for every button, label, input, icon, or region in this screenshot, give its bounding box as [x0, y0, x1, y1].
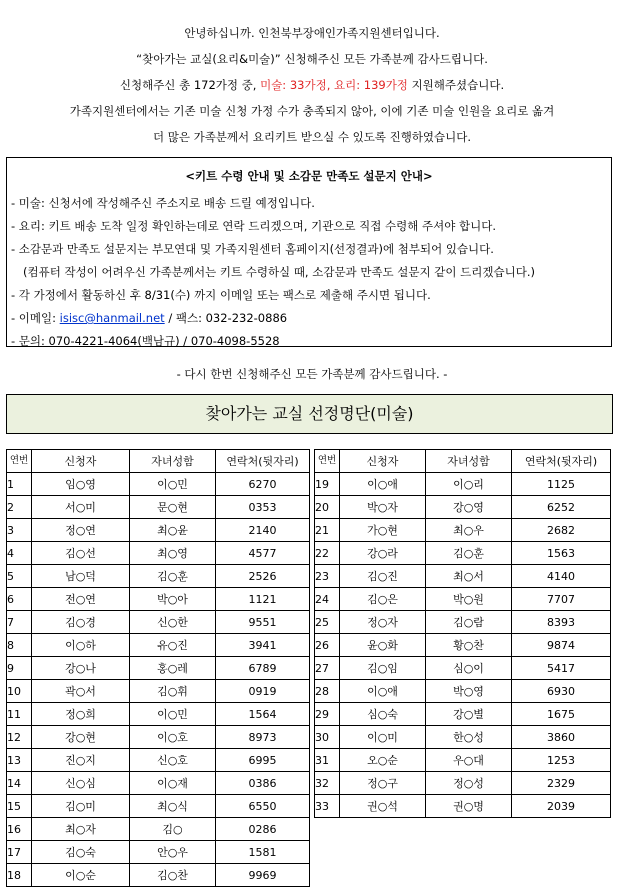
row-number: 21 — [315, 519, 340, 542]
notice-line-survey: - 소감문과 만족도 설문지는 부모연대 및 가족지원센터 홈페이지(선정결과)에 첨부되어 있습니다. — [11, 242, 494, 256]
phone-suffix: 6995 — [216, 749, 310, 772]
phone-suffix: 2526 — [216, 565, 310, 588]
phone-suffix: 9551 — [216, 611, 310, 634]
phone-suffix: 6550 — [216, 795, 310, 818]
count-text: 신청해주신 총 172가정 중, — [119, 78, 261, 92]
row-number: 22 — [315, 542, 340, 565]
child-name: 유○진 — [130, 634, 216, 657]
table-row — [7, 795, 310, 818]
header-no: 연번 — [315, 450, 340, 473]
row-number: 4 — [7, 542, 32, 565]
row-number: 33 — [315, 795, 340, 818]
table-row — [315, 657, 611, 680]
applicant-name: 강○라 — [340, 542, 426, 565]
child-name: 김○찬 — [130, 864, 216, 887]
row-number: 27 — [315, 657, 340, 680]
table-row — [315, 588, 611, 611]
applicant-name: 김○미 — [32, 795, 130, 818]
applicant-name: 가○현 — [340, 519, 426, 542]
table-row — [7, 611, 310, 634]
applicant-name: 정○연 — [32, 519, 130, 542]
child-name: 김○ — [130, 818, 216, 841]
row-number: 17 — [7, 841, 32, 864]
header-no: 연번 — [7, 450, 32, 473]
row-number: 10 — [7, 680, 32, 703]
row-number: 26 — [315, 634, 340, 657]
intro-section — [0, 20, 624, 150]
phone-suffix: 9969 — [216, 864, 310, 887]
row-number: 12 — [7, 726, 32, 749]
closing-thanks: - 다시 한번 신청해주신 모든 가족분께 감사드립니다. - — [176, 367, 448, 381]
table-row — [7, 772, 310, 795]
email-link[interactable]: isisc@hanmail.net — [59, 311, 165, 325]
table-row — [315, 749, 611, 772]
applicant-name: 최○자 — [32, 818, 130, 841]
table-row — [315, 795, 611, 818]
applicant-name: 오○순 — [340, 749, 426, 772]
table-row — [315, 496, 611, 519]
notice-lines — [7, 192, 611, 353]
child-name: 김○람 — [426, 611, 512, 634]
phone-suffix: 3860 — [512, 726, 611, 749]
row-number: 19 — [315, 473, 340, 496]
table-row — [7, 496, 310, 519]
header-child: 자녀성함 — [130, 450, 216, 473]
header-applicant: 신청자 — [340, 450, 426, 473]
row-number: 1 — [7, 473, 32, 496]
table-row — [7, 565, 310, 588]
row-number: 28 — [315, 680, 340, 703]
selection-list-title: 찾아가는 교실 선정명단(미술) — [6, 394, 613, 434]
row-number: 23 — [315, 565, 340, 588]
child-name: 최○서 — [426, 565, 512, 588]
row-number: 15 — [7, 795, 32, 818]
table-row — [315, 473, 611, 496]
notice-line-paper-note: (컴퓨터 작성이 어려우신 가족분께서는 키트 수령하실 때, 소감문과 만족도 설문지 같이 드리겠습니다.) — [23, 265, 535, 279]
row-number: 24 — [315, 588, 340, 611]
child-name: 이○재 — [130, 772, 216, 795]
table-row — [7, 680, 310, 703]
phone-suffix: 0386 — [216, 772, 310, 795]
phone-suffix: 6789 — [216, 657, 310, 680]
table-row — [315, 611, 611, 634]
notice-title: <키트 수령 안내 및 소감문 만족도 설문지 안내> — [185, 169, 433, 183]
applicant-name: 김○숙 — [32, 841, 130, 864]
notice-line-contact: - 문의: 070-4221-4064(백남규) / 070-4098-5528 — [11, 334, 280, 348]
phone-suffix: 1125 — [512, 473, 611, 496]
phone-suffix: 2682 — [512, 519, 611, 542]
child-name: 신○호 — [130, 749, 216, 772]
row-number: 25 — [315, 611, 340, 634]
table-row — [315, 703, 611, 726]
email-label: - 이메일: — [11, 311, 60, 325]
table-row — [7, 726, 310, 749]
applicant-name: 남○덕 — [32, 565, 130, 588]
table-row — [7, 519, 310, 542]
applicant-name: 김○임 — [340, 657, 426, 680]
child-name: 김○휘 — [130, 680, 216, 703]
row-number: 3 — [7, 519, 32, 542]
child-name: 황○찬 — [426, 634, 512, 657]
row-number: 8 — [7, 634, 32, 657]
applicant-name: 박○자 — [340, 496, 426, 519]
phone-suffix: 7707 — [512, 588, 611, 611]
phone-suffix: 6930 — [512, 680, 611, 703]
child-name: 박○아 — [130, 588, 216, 611]
child-name: 이○호 — [130, 726, 216, 749]
row-number: 16 — [7, 818, 32, 841]
child-name: 최○윤 — [130, 519, 216, 542]
table-row — [7, 542, 310, 565]
child-name: 최○우 — [426, 519, 512, 542]
table-row — [7, 841, 310, 864]
table-row — [315, 565, 611, 588]
explanation-line-2: 더 많은 가족분께서 요리키트 받으실 수 있도록 진행하였습니다. — [152, 130, 472, 144]
notice-box — [6, 157, 612, 347]
phone-suffix: 6252 — [512, 496, 611, 519]
thanks-line: “찾아가는 교실(요리&미술)” 신청해주신 모든 가족분께 감사드립니다. — [136, 52, 488, 66]
row-number: 5 — [7, 565, 32, 588]
child-name: 문○현 — [130, 496, 216, 519]
phone-suffix: 3941 — [216, 634, 310, 657]
applicant-name: 서○미 — [32, 496, 130, 519]
phone-suffix: 1563 — [512, 542, 611, 565]
applicant-name: 정○희 — [32, 703, 130, 726]
applicant-name: 심○숙 — [340, 703, 426, 726]
table-header-row — [7, 450, 310, 473]
child-name: 우○대 — [426, 749, 512, 772]
header-phone: 연락처(뒷자리) — [512, 450, 611, 473]
notice-line-email — [11, 307, 611, 330]
table-row — [7, 864, 310, 887]
row-number: 7 — [7, 611, 32, 634]
phone-suffix: 2140 — [216, 519, 310, 542]
child-name: 홍○레 — [130, 657, 216, 680]
phone-suffix: 4577 — [216, 542, 310, 565]
phone-suffix: 0919 — [216, 680, 310, 703]
count-highlight: 미술: 33가정, 요리: 139가정 — [260, 78, 408, 92]
child-name: 강○별 — [426, 703, 512, 726]
selection-table-left — [6, 449, 310, 887]
phone-suffix: 1581 — [216, 841, 310, 864]
row-number: 9 — [7, 657, 32, 680]
phone-suffix: 1564 — [216, 703, 310, 726]
applicant-name: 김○선 — [32, 542, 130, 565]
row-number: 18 — [7, 864, 32, 887]
header-applicant: 신청자 — [32, 450, 130, 473]
applicant-name: 윤○화 — [340, 634, 426, 657]
table-row — [315, 519, 611, 542]
table-row — [315, 634, 611, 657]
phone-suffix: 8393 — [512, 611, 611, 634]
applicant-name: 임○영 — [32, 473, 130, 496]
table-header-row — [315, 450, 611, 473]
applicant-name: 신○심 — [32, 772, 130, 795]
applicant-name: 권○석 — [340, 795, 426, 818]
applicant-name: 김○진 — [340, 565, 426, 588]
table-row — [7, 818, 310, 841]
count-suffix: 지원해주셨습니다. — [407, 78, 505, 92]
phone-suffix: 1121 — [216, 588, 310, 611]
applicant-name: 이○애 — [340, 473, 426, 496]
phone-suffix: 6270 — [216, 473, 310, 496]
table-row — [7, 749, 310, 772]
phone-suffix: 0353 — [216, 496, 310, 519]
table-row — [7, 473, 310, 496]
phone-suffix: 2329 — [512, 772, 611, 795]
phone-suffix: 0286 — [216, 818, 310, 841]
header-child: 자녀성함 — [426, 450, 512, 473]
row-number: 29 — [315, 703, 340, 726]
applicant-name: 김○은 — [340, 588, 426, 611]
child-name: 한○성 — [426, 726, 512, 749]
child-name: 이○리 — [426, 473, 512, 496]
header-phone: 연락처(뒷자리) — [216, 450, 310, 473]
phone-suffix: 9874 — [512, 634, 611, 657]
phone-suffix: 8973 — [216, 726, 310, 749]
applicant-name: 전○연 — [32, 588, 130, 611]
table-row — [315, 726, 611, 749]
notice-line-art: - 미술: 신청서에 작성해주신 주소지로 배송 드릴 예정입니다. — [11, 196, 315, 210]
child-name: 신○한 — [130, 611, 216, 634]
child-name: 김○훈 — [130, 565, 216, 588]
row-number: 14 — [7, 772, 32, 795]
applicant-name: 강○나 — [32, 657, 130, 680]
fax-text: / 팩스: 032-232-0886 — [164, 311, 288, 325]
applicant-name: 이○하 — [32, 634, 130, 657]
child-name: 정○성 — [426, 772, 512, 795]
child-name: 김○훈 — [426, 542, 512, 565]
row-number: 20 — [315, 496, 340, 519]
row-number: 2 — [7, 496, 32, 519]
applicant-name: 정○자 — [340, 611, 426, 634]
child-name: 권○명 — [426, 795, 512, 818]
applicant-name: 이○순 — [32, 864, 130, 887]
table-row — [315, 772, 611, 795]
notice-line-cooking: - 요리: 키트 배송 도착 일정 확인하는데로 연락 드리겠으며, 기관으로 직접 수령해 주셔야 합니다. — [11, 219, 496, 233]
child-name: 최○영 — [130, 542, 216, 565]
selection-table-right — [314, 449, 611, 818]
child-name: 심○이 — [426, 657, 512, 680]
explanation-line: 가족지원센터에서는 기존 미술 신청 가정 수가 충족되지 않아, 이에 기존 미술 인원을 요리로 옮겨 — [69, 104, 555, 118]
child-name: 강○영 — [426, 496, 512, 519]
phone-suffix: 1253 — [512, 749, 611, 772]
row-number: 32 — [315, 772, 340, 795]
applicant-name: 강○현 — [32, 726, 130, 749]
row-number: 30 — [315, 726, 340, 749]
child-name: 최○식 — [130, 795, 216, 818]
child-name: 이○민 — [130, 703, 216, 726]
phone-suffix: 4140 — [512, 565, 611, 588]
row-number: 6 — [7, 588, 32, 611]
row-number: 11 — [7, 703, 32, 726]
applicant-name: 정○구 — [340, 772, 426, 795]
greeting-line: 안녕하십니까. 인천북부장애인가족지원센터입니다. — [184, 26, 440, 40]
table-row — [315, 542, 611, 565]
applicant-name: 이○애 — [340, 680, 426, 703]
row-number: 31 — [315, 749, 340, 772]
child-name: 안○우 — [130, 841, 216, 864]
row-number: 13 — [7, 749, 32, 772]
table-row — [7, 634, 310, 657]
table-row — [7, 657, 310, 680]
phone-suffix: 5417 — [512, 657, 611, 680]
table-row — [7, 703, 310, 726]
applicant-name: 이○미 — [340, 726, 426, 749]
applicant-name: 김○경 — [32, 611, 130, 634]
applicant-name: 곽○서 — [32, 680, 130, 703]
child-name: 박○영 — [426, 680, 512, 703]
notice-line-deadline: - 각 가정에서 활동하신 후 8/31(수) 까지 이메일 또는 팩스로 제출해 주시면 됩니다. — [11, 288, 431, 302]
table-row — [7, 588, 310, 611]
count-line — [0, 72, 624, 98]
child-name: 이○민 — [130, 473, 216, 496]
phone-suffix: 2039 — [512, 795, 611, 818]
table-row — [315, 680, 611, 703]
phone-suffix: 1675 — [512, 703, 611, 726]
child-name: 박○원 — [426, 588, 512, 611]
applicant-name: 진○지 — [32, 749, 130, 772]
